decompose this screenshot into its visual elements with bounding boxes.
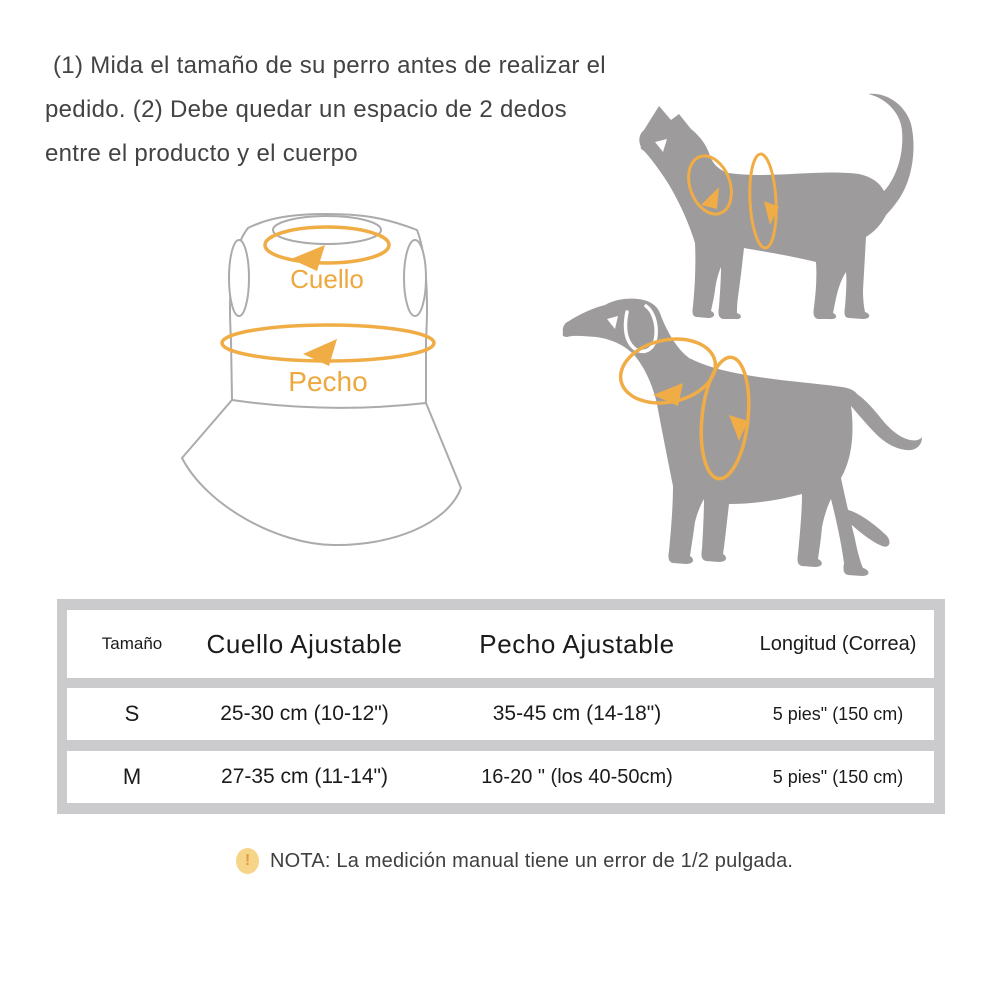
leash-value: 5 pies" (150 cm) [772, 703, 904, 724]
instruction-line-1: (1) Mida el tamaño de su perro antes de realizar el [53, 52, 606, 79]
dog-silhouette-diagram [545, 295, 935, 595]
exclamation-icon [236, 848, 259, 874]
size-value: S [124, 701, 140, 726]
table-row-m [67, 751, 934, 803]
neck-value: 25-30 cm (10-12") [220, 702, 389, 725]
header-chest: Pecho Ajustable [479, 628, 675, 659]
instruction-line-3: entre el producto y el cuerpo [45, 140, 358, 167]
measurement-note [236, 848, 793, 874]
neck-value: 27-35 cm (11-14") [221, 765, 388, 788]
table-row-s [67, 688, 934, 740]
cat-silhouette-diagram [615, 85, 935, 320]
chest-value: 35-45 cm (14-18") [492, 702, 662, 725]
header-neck: Cuello Ajustable [206, 628, 403, 659]
size-value: M [122, 764, 142, 789]
exclamation-mark: ! [244, 852, 251, 869]
chest-value: 16-20 " (los 40-50cm) [481, 765, 673, 788]
harness-right-armhole [404, 240, 426, 316]
header-size: Tamaño [101, 634, 163, 653]
header-leash: Longitud (Correa) [759, 632, 917, 655]
size-table [57, 599, 945, 814]
chest-label: Pecho [288, 366, 368, 397]
neck-label: Cuello [290, 264, 364, 294]
note-text: NOTA: La medición manual tiene un error de 1/2 pulgada. [270, 849, 794, 872]
harness-measurement-diagram [165, 200, 485, 560]
harness-left-armhole [229, 240, 249, 316]
leash-value: 5 pies" (150 cm) [772, 766, 904, 787]
table-header-row [67, 610, 934, 678]
instruction-line-2: pedido. (2) Debe quedar un espacio de 2 dedos [45, 96, 567, 123]
